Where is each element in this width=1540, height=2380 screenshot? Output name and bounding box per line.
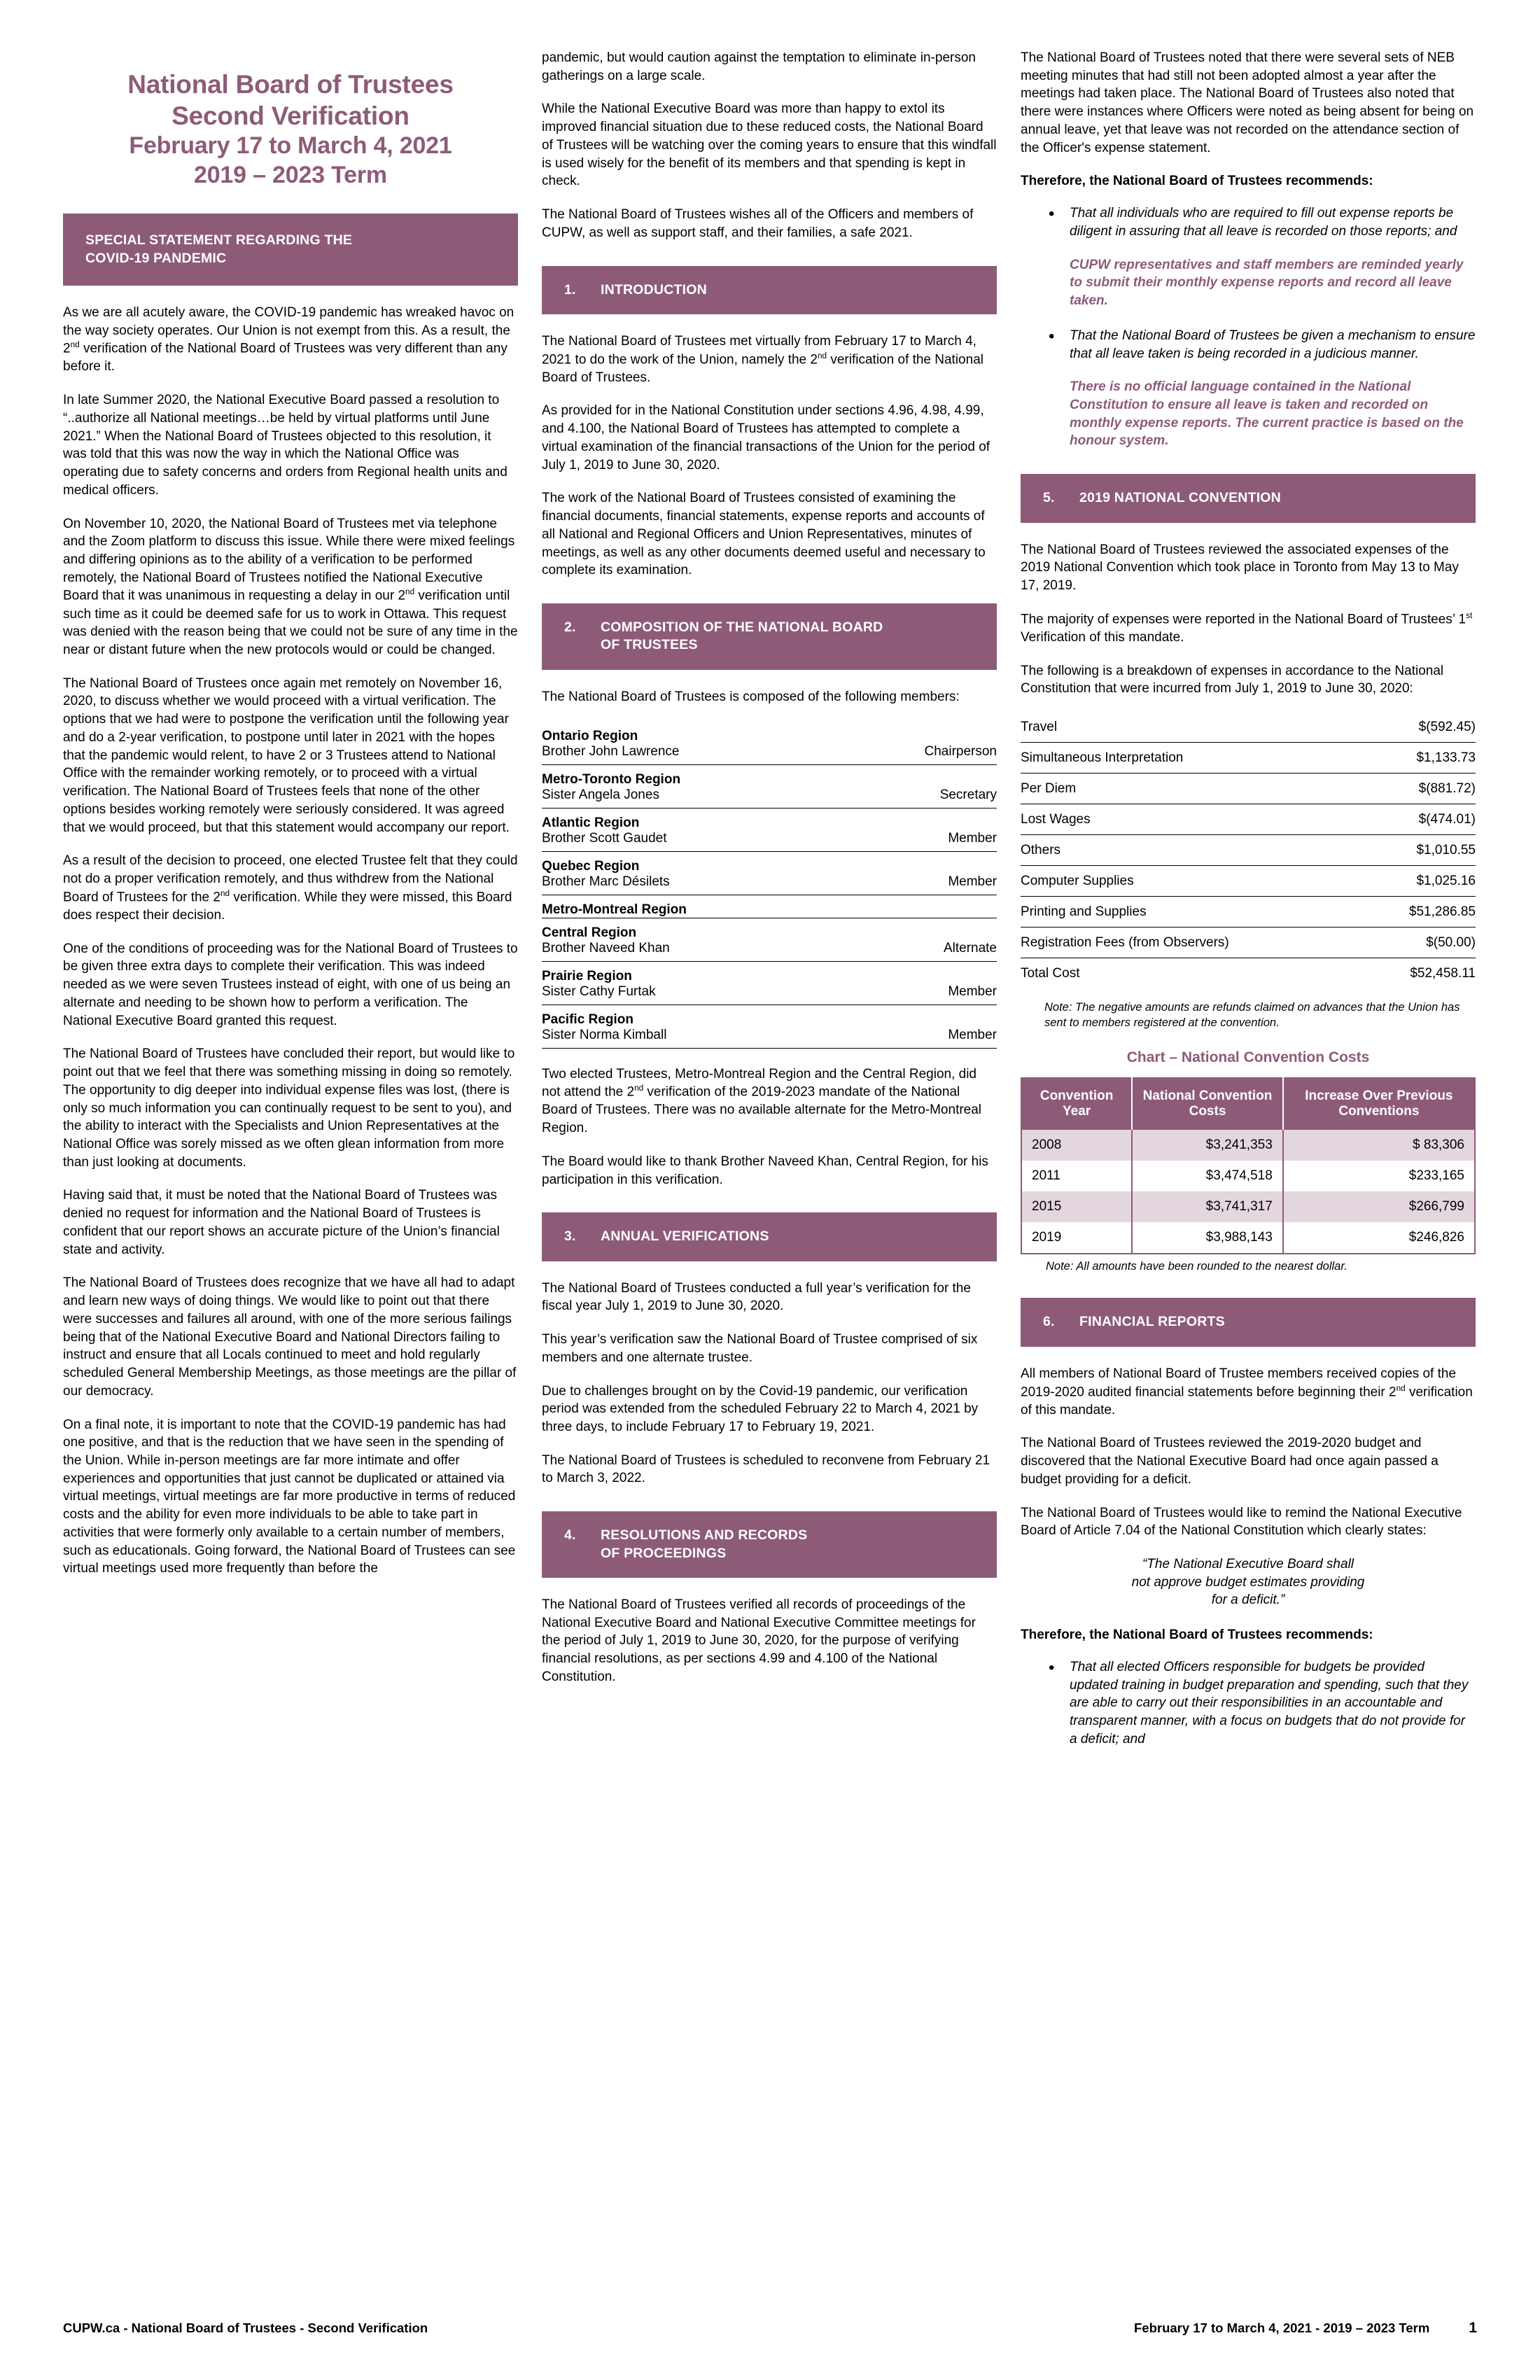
financial-reports-paragraph: The National Board of Trustees would like to remind the National Executive Board of Article 7.04 of the National Constitution which clearly states: — [1021, 1505, 1462, 1539]
member-role: Chairperson — [840, 744, 997, 765]
expense-amount: $(474.01) — [1366, 804, 1476, 835]
section-heading-resolutions — [542, 1511, 997, 1578]
list-item: • That all individuals who are required to fill out expense reports be diligent in assuring that all leave is recorded on those reports; and — [1049, 204, 1476, 240]
member-region: Atlantic Region — [542, 815, 640, 830]
page-footer — [63, 2320, 1477, 2337]
section-number: 5. — [1043, 490, 1055, 506]
list-item: • That the National Board of Trustees be given a mechanism to ensure that all leave taken is being recorded in a judicious manner. — [1049, 327, 1476, 363]
statement-paragraph: The National Board of Trustees once again met remotely on November 16, 2020, to discuss whether we would proceed with a virtual verification. The options that we had were to postpone the verification until the following year and do a 2-year verification, to postpone until later in 2021 with the hopes that the pandemic would relent, to have 2 or 3 Trustees attend to National Office with the remainder working remotely, or to proceed with a virtual verification. The National Board of Trustees feels that none of the other options besides working remotely were seriously considered. It was agreed that we would proceed, but that this statement would accompany our report. — [63, 676, 510, 835]
introduction-paragraph: The work of the National Board of Trustees consisted of examining the financial documents, financial statements, expense reports and accounts of all National and Regional Officers and Union Representatives, minutes of meetings, as well as any other documents deemed useful and necessary to complete its examination. — [542, 491, 986, 578]
table-row — [1021, 897, 1476, 927]
expense-label: Others — [1021, 835, 1366, 866]
resolutions-accent-note: There is no official language contained in the National Constitution to ensure all leave is taken and recorded on monthly expense reports. The current practice is based on the honour system. — [1070, 379, 1464, 449]
resolutions-recommendations-list — [1021, 204, 1476, 240]
member-role: Member — [840, 1028, 997, 1049]
member-role: Member — [840, 984, 997, 1005]
constitution-quote — [1021, 1555, 1476, 1609]
table-row — [542, 961, 997, 984]
expense-label: Lost Wages — [1021, 804, 1366, 835]
table-row — [542, 918, 997, 941]
expense-label: Per Diem — [1021, 774, 1366, 804]
page-title — [63, 69, 518, 190]
member-name: Brother Naveed Khan — [542, 941, 840, 962]
cell-year: 2008 — [1021, 1130, 1132, 1161]
expense-amount: $(881.72) — [1366, 774, 1476, 804]
member-region: Pacific Region — [542, 1011, 634, 1027]
financial-reports-paragraph: The National Board of Trustees reviewed the 2019-2020 budget and discovered that the National Executive Board had once again passed a budget providing for a deficit. — [1021, 1436, 1438, 1487]
member-name: Brother Marc Désilets — [542, 874, 840, 895]
special-statement-heading-line2: COVID-19 PANDEMIC — [85, 250, 227, 266]
resolutions-recommendations-list — [1021, 327, 1476, 363]
three-column-layout — [63, 49, 1477, 2261]
expense-amount: $1,025.16 — [1366, 866, 1476, 897]
footer-left-text: CUPW.ca - National Board of Trustees - Second Verification — [63, 2320, 428, 2335]
member-name: Sister Norma Kimball — [542, 1028, 840, 1049]
annual-verification-paragraph: The National Board of Trustees conducted a full year’s verification for the fiscal year July 1, 2019 to June 30, 2020. — [542, 1280, 971, 1314]
table-row — [542, 874, 997, 895]
table-row — [542, 1004, 997, 1028]
member-region: Metro-Toronto Region — [542, 771, 681, 787]
page-number: 1 — [1469, 2320, 1477, 2336]
statement-paragraph: One of the conditions of proceeding was for the National Board of Trustees to be given three extra days to complete their verification. This was indeed needed as we were seven Trustees instead of eight, with one of us being an alternate and needing to be shown how to perform a verification. The National Executive Board granted this request. — [63, 941, 518, 1028]
annual-verification-paragraph: This year’s verification saw the National Board of Trustee comprised of six members and one alternate trustee. — [542, 1332, 978, 1365]
expense-amount: $1,010.55 — [1366, 835, 1476, 866]
section-heading-convention — [1021, 474, 1476, 522]
expense-label: Travel — [1021, 712, 1366, 743]
table-row — [1021, 1222, 1475, 1254]
cell-increase: $ 83,306 — [1283, 1130, 1475, 1161]
title-line-1: National Board of Trustees — [127, 70, 454, 99]
member-region: Central Region — [542, 925, 637, 940]
composition-intro: The National Board of Trustees is composed of the following members: — [542, 689, 960, 704]
statement-paragraph: In late Summer 2020, the National Executive Board passed a resolution to “..authorize all National meetings…be held by virtual platforms until June 2021.” When the National Board of Trustees objected to this resolution, it was told that this was now the way in which the National Office was operating due to safety concerns and orders from Regional health units and medical officers. — [63, 393, 507, 498]
column-one — [63, 49, 518, 2261]
statement-paragraph: pandemic, but would caution against the temptation to eliminate in-person gatherings on a large scale. — [542, 50, 976, 83]
section-label-line2: OF TRUSTEES — [601, 637, 698, 653]
expense-amount: $(592.45) — [1366, 712, 1476, 743]
member-region: Ontario Region — [542, 728, 638, 743]
annual-verification-paragraph: The National Board of Trustees is scheduled to reconvene from February 21 to March 3, 2022. — [542, 1452, 990, 1486]
table-row — [542, 851, 997, 874]
table-row — [542, 788, 997, 808]
table-row — [542, 744, 997, 765]
trustees-members-table — [542, 722, 997, 1049]
member-region: Metro-Montreal Region — [542, 895, 997, 918]
table-row-total — [1021, 958, 1476, 989]
section-number: 2. — [564, 620, 576, 636]
section-label: INTRODUCTION — [601, 281, 707, 298]
special-statement-heading-line1: SPECIAL STATEMENT REGARDING THE — [85, 232, 353, 248]
section-number: 4. — [564, 1527, 576, 1544]
table-row — [542, 764, 997, 788]
table-row — [1021, 712, 1476, 743]
table-row — [542, 1028, 997, 1049]
section-heading-introduction — [542, 266, 997, 314]
table-row — [1021, 835, 1476, 866]
section-heading-annual-verifications — [542, 1212, 997, 1261]
cell-increase: $233,165 — [1408, 1168, 1464, 1184]
cell-year: 2011 — [1021, 1161, 1132, 1191]
expense-total-amount: $52,458.11 — [1410, 966, 1476, 981]
table-row — [1021, 927, 1476, 958]
expense-amount: $51,286.85 — [1366, 897, 1476, 927]
member-name: Sister Angela Jones — [542, 788, 840, 808]
expense-amount: $1,133.73 — [1366, 743, 1476, 774]
section-number: 6. — [1043, 1314, 1055, 1330]
expense-label: Registration Fees (from Observers) — [1021, 927, 1366, 958]
member-role: Alternate — [840, 941, 997, 962]
convention-paragraph: The National Board of Trustees reviewed the associated expenses of the 2019 National Convention which took place in Toronto from May 13 to May 17, 2019. — [1021, 542, 1459, 594]
cell-increase: $246,826 — [1408, 1230, 1464, 1245]
table-row — [1021, 866, 1476, 897]
statement-paragraph: The National Board of Trustees wishes all of the Officers and members of CUPW, as well as support staff, and their families, a safe 2021. — [542, 207, 974, 240]
statement-paragraph: The National Board of Trustees have concluded their report, but would like to point out that we feel that there was something missing in doing so remotely. The opportunity to dig deeper into individual expense files was lost, (there is only so much information you can continually request to be sent to you), and the ability to interact with the Specialists and Union Representatives at the National Office was sorely missed as we often glean information from more than just looking at documents. — [63, 1046, 515, 1170]
column-three — [1021, 49, 1476, 2261]
introduction-paragraph: The National Board of Trustees met virtually from February 17 to March 4, 2021 to do the work of the Union, namely the 2nd verification of the National Board of Trustees. — [542, 333, 983, 385]
table-row — [1021, 774, 1476, 804]
chart-note: Note: All amounts have been rounded to the nearest dollar. — [1046, 1260, 1348, 1273]
convention-expense-note: Note: The negative amounts are refunds claimed on advances that the Union has sent to members registered at the convention. — [1044, 1001, 1460, 1030]
section-label: ANNUAL VERIFICATIONS — [601, 1228, 769, 1245]
table-row — [542, 722, 997, 744]
cell-year: 2015 — [1021, 1191, 1132, 1222]
table-row — [1021, 1191, 1475, 1222]
title-line-2: Second Verification — [172, 102, 410, 131]
convention-paragraph: The majority of expenses were reported in the National Board of Trustees’ 1st Verification of this mandate. — [1021, 610, 1473, 645]
table-row — [542, 895, 997, 918]
statement-paragraph: Having said that, it must be noted that the National Board of Trustees was denied no request for information and the National Board of Trustees is confident that our report shows an accurate picture of the Union’s financial state and activity. — [63, 1188, 500, 1257]
cell-cost: $3,241,353 — [1132, 1130, 1283, 1161]
special-statement-heading — [63, 214, 518, 286]
title-line-4: 2019 – 2023 Term — [194, 161, 387, 188]
cell-cost: $3,474,518 — [1132, 1161, 1283, 1191]
table-row — [1021, 804, 1476, 835]
cell-increase: $266,799 — [1283, 1191, 1475, 1222]
financial-reports-paragraph: All members of National Board of Trustee members received copies of the 2019-2020 audited financial statements before beginning their 2nd verification of this mandate. — [1021, 1366, 1473, 1418]
section-label: 2019 NATIONAL CONVENTION — [1079, 490, 1281, 506]
section-label: FINANCIAL REPORTS — [1079, 1314, 1225, 1330]
table-row — [1021, 1161, 1475, 1191]
introduction-paragraph: As provided for in the National Constitution under sections 4.96, 4.98, 4.99, and 4.100, the National Board of Trustees has attempted to complete a virtual examination of the financial transactions of the Union for the period of July 1, 2019 to June 30, 2020. — [542, 403, 990, 472]
statement-paragraph: On a final note, it is important to note that the COVID-19 pandemic has had one positive, and that is the reduction that we have seen in the spending of the Union. While in-person meetings are far more intimate and offer experiences and opportunities that just cannot be duplicated or attained via virtual meetings, virtual meetings are far more productive in terms of reduced costs and the ability for even more individuals to be able to take part in activities that were formerly only available to a certain number of members, such as educationals. Going forward, the National Board of Trustees can see virtual meetings used more frequently than before the — [63, 1417, 516, 1576]
section-number: 1. — [564, 281, 576, 298]
table-header-row — [1021, 1078, 1475, 1130]
composition-note: Two elected Trustees, Metro-Montreal Region and the Central Region, did not attend the 2nd verification of the 2019-2023 mandate of the National Board of Trustees. There was no available alternate for the Metro-Montreal Region. — [542, 1066, 982, 1136]
table-row — [1021, 1130, 1475, 1161]
composition-note: The Board would like to thank Brother Naveed Khan, Central Region, for his participation in this verification. — [542, 1154, 988, 1187]
expense-label: Printing and Supplies — [1021, 897, 1366, 927]
annual-verification-paragraph: Due to challenges brought on by the Covid-19 pandemic, our verification period was extended from the scheduled February 22 to March 4, 2021 by three days, to include February 17 to February 19, 2021. — [542, 1383, 979, 1434]
column-header-increase: Increase Over Previous Conventions — [1283, 1078, 1475, 1130]
section-label-line1: RESOLUTIONS AND RECORDS — [601, 1527, 808, 1544]
member-region: Prairie Region — [542, 968, 632, 983]
member-role: Member — [840, 831, 997, 852]
section-heading-composition — [542, 603, 997, 670]
table-row — [1021, 743, 1476, 774]
statement-paragraph: As a result of the decision to proceed, one elected Trustee felt that they could not do a proper verification remotely, and thus withdrew from the National Board of Trustees for the 2nd verification. While they were missed, this Board does respect their decision. — [63, 853, 518, 923]
column-header-convention-costs: National Convention Costs — [1132, 1078, 1283, 1130]
expense-amount: $(50.00) — [1366, 927, 1476, 958]
statement-paragraph: As we are all acutely aware, the COVID-19 pandemic has wreaked havoc on the way society operates. Our Union is not exempt from this. As a result, the 2nd verification of the National Board of Trustees was very different than any before it. — [63, 304, 514, 374]
quote-line: for a deficit.” — [1211, 1592, 1285, 1608]
cell-cost: $3,741,317 — [1132, 1191, 1283, 1222]
statement-paragraph: On November 10, 2020, the National Board of Trustees met via telephone and the Zoom platform to discuss this issue. While there were mixed feelings and differing opinions as to the ability of a verification to be performed remotely, the National Board of Trustees notified the National Executive Board that it was unanimous in requesting a delay in our 2nd verification until such time as it could be deemed safe for us to work in Ottawa. This request was denied with the reason being that we could not be sure of any time in the near or distant future when the new protocols would or could be changed. — [63, 516, 518, 658]
expense-label: Computer Supplies — [1021, 866, 1366, 897]
member-name: Brother Scott Gaudet — [542, 831, 840, 852]
member-name: Sister Cathy Furtak — [542, 984, 840, 1005]
expense-total-label: Total Cost — [1021, 966, 1080, 981]
section-number: 3. — [564, 1228, 576, 1245]
resolutions-paragraph: The National Board of Trustees verified all records of proceedings of the National Executive Board and National Executive Committee meetings for the period of July 1, 2019 to June 30, 2020, for the purpose of verifying financial resolutions, as per sections 4.99 and 4.100 of the National Constitution. — [542, 1597, 976, 1684]
resolutions-paragraph: The National Board of Trustees noted that there were several sets of NEB meeting minutes that had still not been adopted almost a year after the meetings had taken place. The National Board of Trustees also noted that there were instances where Officers were noted as being absent for being on annual leave, yet that leave was not recorded on the attendance section of the Officer's expense statement. — [1021, 50, 1474, 155]
table-row — [542, 941, 997, 962]
column-two — [542, 49, 997, 2261]
title-line-3: February 17 to March 4, 2021 — [129, 132, 452, 160]
convention-costs-chart-table — [1021, 1077, 1476, 1255]
financial-reports-recommends-lead: Therefore, the National Board of Trustees recommends: — [1021, 1628, 1373, 1643]
chart-title: Chart – National Convention Costs — [1126, 1049, 1370, 1065]
column-header-convention-year: Convention Year — [1021, 1078, 1132, 1130]
footer-right-text: February 17 to March 4, 2021 - 2019 – 2023 Term — [1134, 2320, 1430, 2335]
section-heading-financial-reports — [1021, 1298, 1476, 1346]
resolutions-accent-note: CUPW representatives and staff members are reminded yearly to submit their monthly expense reports and record all leave taken. — [1070, 257, 1464, 309]
section-label-line1: COMPOSITION OF THE NATIONAL BOARD — [601, 620, 883, 636]
table-row — [542, 984, 997, 1005]
list-item: • That all elected Officers responsible for budgets be provided updated training in budget preparation and spending, such that they are able to carry out their responsibilities in an accountable and transparent manner, with a focus on budgets that do not provide for a deficit; and — [1049, 1658, 1476, 1749]
convention-expense-table — [1021, 712, 1476, 988]
financial-reports-recommendations-list — [1021, 1658, 1476, 1749]
table-row — [542, 808, 997, 831]
resolutions-recommends-lead: Therefore, the National Board of Trustees recommends: — [1021, 174, 1373, 189]
cell-cost: $3,988,143 — [1132, 1222, 1283, 1254]
expense-label: Simultaneous Interpretation — [1021, 743, 1366, 774]
section-label-line2: OF PROCEEDINGS — [601, 1545, 727, 1561]
statement-paragraph: The National Board of Trustees does recognize that we have all had to adapt and learn new ways of doing things. We would like to point out that there were successes and failures all around, with one of the more serious failings being that of the National Executive Board and National Directors failing to instruct and ensure that all Locals continued to meet and hold regularly scheduled General Membership Meetings, as those meetings are the pillar of our democracy. — [63, 1275, 517, 1399]
quote-line: not approve budget estimates providing — [1131, 1574, 1365, 1590]
quote-line: “The National Executive Board shall — [1142, 1556, 1354, 1572]
member-region: Quebec Region — [542, 858, 640, 874]
cell-year: 2019 — [1021, 1222, 1132, 1254]
member-role: Secretary — [840, 788, 997, 808]
member-role: Member — [840, 874, 997, 895]
member-name: Brother John Lawrence — [542, 744, 840, 765]
table-row — [542, 831, 997, 852]
convention-paragraph: The following is a breakdown of expenses in accordance to the National Constitution that were incurred from July 1, 2019 to June 30, 2020: — [1021, 663, 1444, 696]
statement-paragraph: While the National Executive Board was more than happy to extol its improved financial situation due to these reduced costs, the National Board of Trustees will be watching over the coming years to ensure that this windfall is used wisely for the benefit of its members and that spending is kept in check. — [542, 102, 997, 189]
